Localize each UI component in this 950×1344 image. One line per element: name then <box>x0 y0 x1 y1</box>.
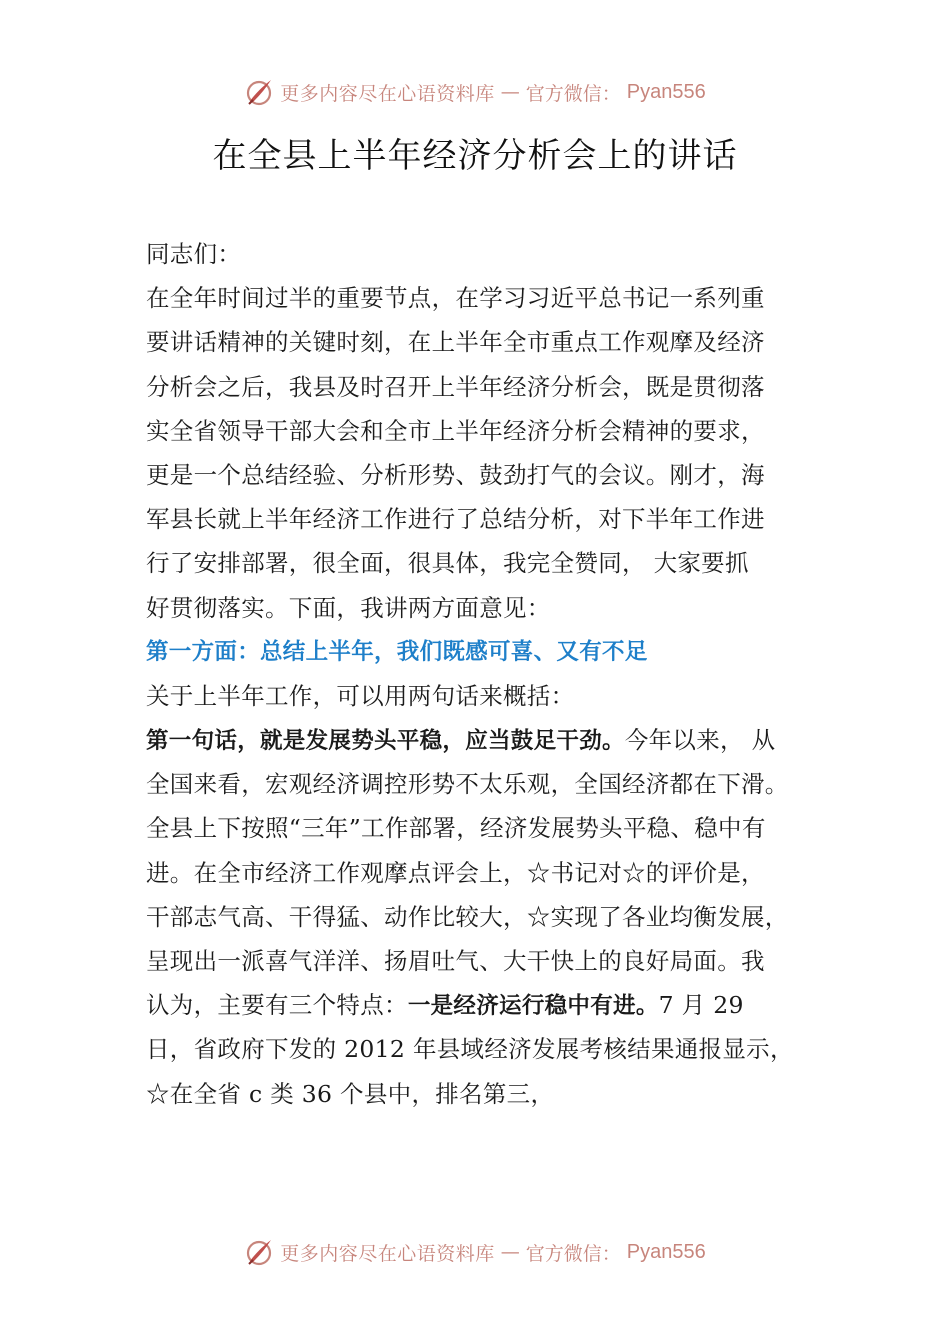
body-line <box>146 806 826 850</box>
text-segment: 要讲话精神的关键时刻，在上半年全市重点工作观摩及经济 <box>146 328 765 357</box>
text-segment: 实全省领导干部大会和全市上半年经济分析会精神的要求， <box>146 416 765 445</box>
body-line <box>146 409 826 453</box>
banner-wechat-label: 官方微信： <box>525 82 621 105</box>
section-heading <box>146 630 826 674</box>
text-segment: 关于上半年工作，可以用两句话来概括： <box>146 681 575 710</box>
text-segment: 好贯彻落实。下面，我讲两方面意见： <box>146 593 551 622</box>
banner-wechat-label: 官方微信： <box>525 1242 621 1265</box>
text-segment: 认为，主要有三个特点： <box>146 991 408 1020</box>
bold-text-segment: 第一句话，就是发展势头平稳，应当鼓足干劲。 <box>146 728 625 755</box>
text-segment: 进。在全市经济工作观摩点评会上，☆书记对☆的评价是， <box>146 858 765 887</box>
body-line <box>146 939 826 983</box>
banner-wechat-id: Pyan556 <box>626 1240 706 1263</box>
body-line <box>146 1027 826 1071</box>
text-segment: 同志们： <box>146 240 242 268</box>
body-line <box>146 497 826 541</box>
text-segment: 全国来看，宏观经济调控形势不太乐观，全国经济都在下滑。 <box>146 770 789 799</box>
body-line <box>146 674 826 718</box>
text-segment: 今年以来， 从 <box>624 726 776 755</box>
body-line <box>146 762 826 806</box>
body-line <box>146 232 826 276</box>
text-segment: 干部志气高、干得猛、动作比较大，☆实现了各业均衡发展， <box>146 902 789 931</box>
body-line <box>146 365 826 409</box>
body-line <box>146 453 826 497</box>
text-segment: 在全年时间过半的重要节点，在学习习近平总书记一系列重 <box>146 284 765 313</box>
text-segment: 军县长就上半年经济工作进行了总结分析，对下半年工作进 <box>146 505 765 534</box>
body-line <box>146 320 826 364</box>
text-segment: ☆在全省 c 类 36 个县中，排名第三， <box>146 1079 555 1108</box>
text-segment: 第一方面：总结上半年，我们既感可喜、又有不足 <box>146 638 648 665</box>
text-segment: 行了安排部署，很全面，很具体，我完全赞同， 大家要抓 <box>146 549 749 578</box>
document-title: 在全县上半年经济分析会上的讲话 <box>212 136 738 176</box>
text-segment: 日，省政府下发的 2012 年县域经济发展考核结果通报显示， <box>146 1035 794 1064</box>
body-line <box>146 586 826 630</box>
banner-text: 更多内容尽在心语资料库 <box>280 1242 495 1265</box>
text-segment: 全县上下按照“三年”工作部署，经济发展势头平稳、稳中有 <box>146 814 766 843</box>
text-segment: 更是一个总结经验、分析形势、鼓劲打气的会议。刚才，海 <box>146 460 765 489</box>
quill-pen-logo-icon <box>244 1237 274 1267</box>
document-body <box>146 232 826 1116</box>
text-segment: 呈现出一派喜气洋洋、扬眉吐气、大干快上的良好局面。我 <box>146 947 765 975</box>
banner-separator: — <box>500 81 520 103</box>
quill-pen-logo-icon <box>244 77 274 107</box>
body-line <box>146 718 826 762</box>
banner-text: 更多内容尽在心语资料库 <box>280 82 495 105</box>
body-line <box>146 1072 826 1116</box>
footer-banner <box>0 1232 950 1272</box>
banner-wechat-id: Pyan556 <box>626 80 706 103</box>
body-line <box>146 851 826 895</box>
body-line <box>146 983 826 1027</box>
bold-text-segment: 一是经济运行稳中有进。 <box>407 993 659 1020</box>
banner-separator: — <box>500 1241 520 1263</box>
body-line <box>146 895 826 939</box>
body-line <box>146 541 826 585</box>
body-line <box>146 276 826 320</box>
header-banner <box>0 72 950 112</box>
text-segment: 分析会之后，我县及时召开上半年经济分析会，既是贯彻落 <box>146 372 765 401</box>
text-segment: 7 月 29 <box>658 991 744 1020</box>
